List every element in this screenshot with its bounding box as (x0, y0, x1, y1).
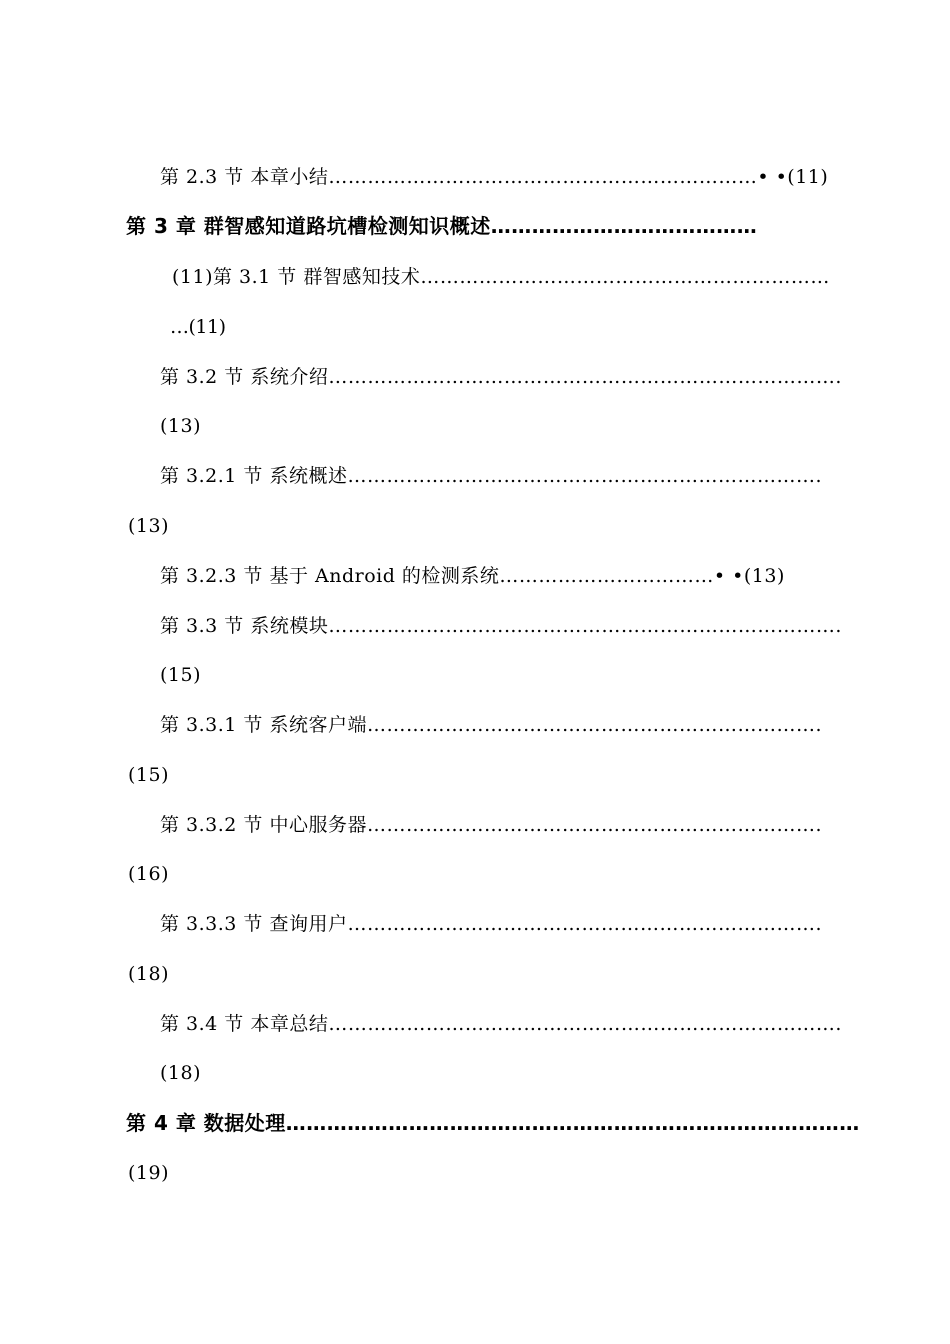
toc-entry-2-3[interactable]: 第 2.3 节 本章小结…………………………………………………………• •(11) (160, 166, 829, 188)
toc-entry-3-3-2[interactable]: 第 3.3.2 节 中心服务器……………………………………………………………. (160, 814, 823, 836)
toc-entry-3-2-1[interactable]: 第 3.2.1 节 系统概述………………………………………………………………. (160, 465, 823, 487)
toc-entry-3-3-page: (15) (160, 664, 202, 686)
toc-entry-3-3[interactable]: 第 3.3 节 系统模块……………………………………………………………………. (160, 615, 842, 637)
toc-entry-3-2-3[interactable]: 第 3.2.3 节 基于 Android 的检测系统……………………………• •(13) (160, 565, 785, 587)
toc-entry-3-4-page: (18) (160, 1062, 202, 1084)
toc-entry-3-4[interactable]: 第 3.4 节 本章总结……………………………………………………………………. (160, 1013, 842, 1035)
toc-chapter-3[interactable]: 第 3 章 群智感知道路坑槽检测知识概述………………………………… (126, 214, 758, 238)
toc-entry-3-2-1-page: (13) (128, 515, 170, 537)
toc-chapter-4-page: (19) (128, 1162, 170, 1184)
toc-chapter-4[interactable]: 第 4 章 数据处理………………………………………………………………………… (126, 1111, 860, 1135)
toc-entry-3-2-page: (13) (160, 415, 202, 437)
toc-entry-3-2[interactable]: 第 3.2 节 系统介绍……………………………………………………………………. (160, 366, 842, 388)
toc-entry-3-3-1-page: (15) (128, 764, 170, 786)
toc-entry-3-1-page: …(11) (170, 316, 226, 338)
toc-entry-3-3-2-page: (16) (128, 863, 170, 885)
toc-entry-3-3-3-page: (18) (128, 963, 170, 985)
toc-entry-3-3-1[interactable]: 第 3.3.1 节 系统客户端……………………………………………………………. (160, 714, 823, 736)
toc-entry-3-3-3[interactable]: 第 3.3.3 节 查询用户………………………………………………………………. (160, 913, 823, 935)
toc-entry-3-1[interactable]: (11)第 3.1 节 群智感知技术……………………………………………………… (172, 266, 830, 288)
